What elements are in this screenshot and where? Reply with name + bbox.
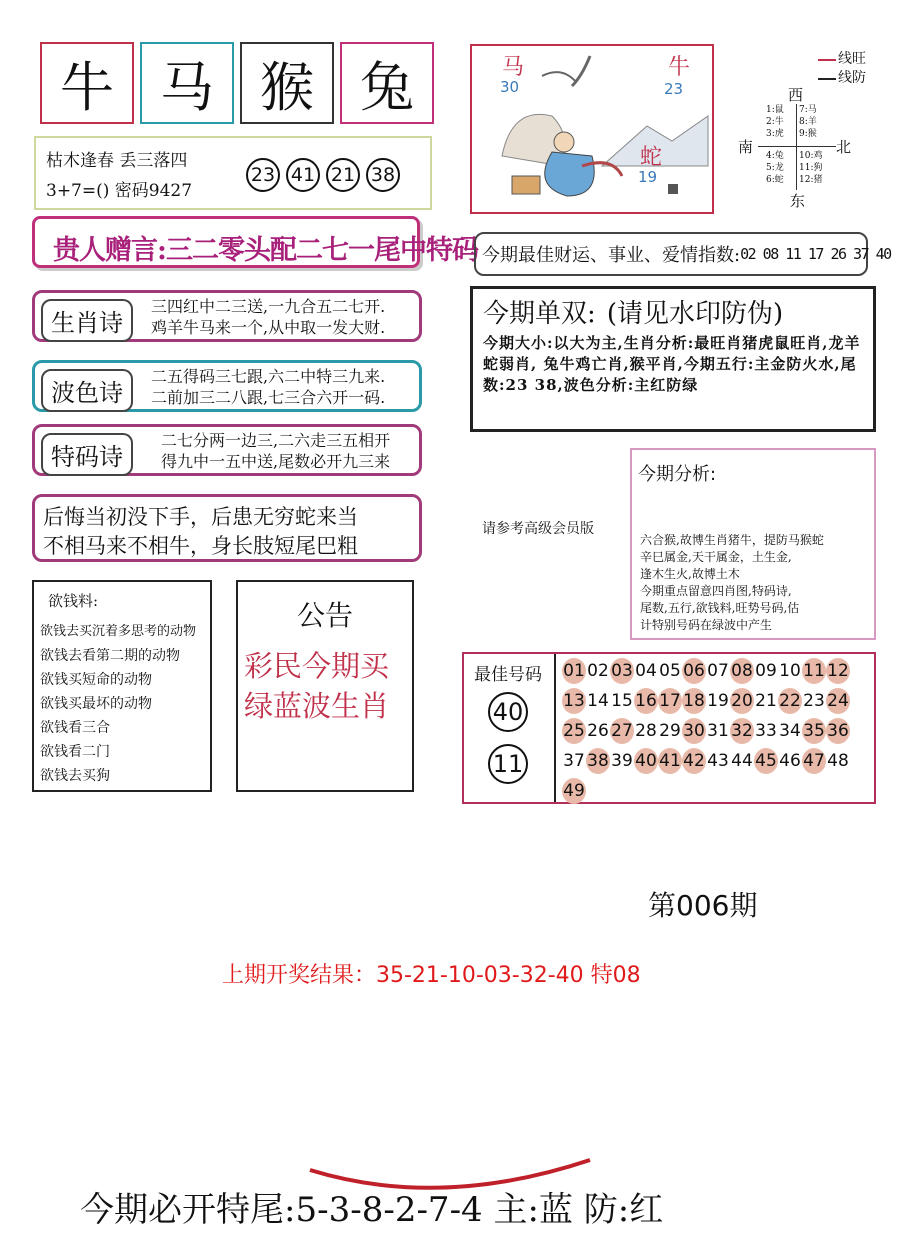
legend-black-label: 线防 [838,70,866,86]
index-text: 今期最佳财运、事业、爱情指数: [482,245,741,266]
grid-number: 23 [803,691,825,711]
legend-red-label: 线旺 [838,51,866,67]
grid-number: 31 [707,721,729,741]
analysis-line: 六合猴,故博生肖猪牛，提防马猴蛇 [640,533,824,547]
notice-title: 公告 [296,599,353,632]
grid-number: 01 [562,658,586,684]
analysis-line: 计特别号码在绿波中产生 [640,618,773,632]
tema-poem-label: 特码诗 [41,433,133,476]
compass [738,84,858,214]
grid-number: 06 [682,658,706,684]
grid-number: 22 [778,688,802,714]
last-result: 上期开奖结果：35-21-10-03-32-40 特08 [222,963,641,988]
compass-item: 1:鼠 [766,105,784,115]
grid-number: 07 [707,661,729,681]
single-double-box [470,286,876,432]
grid-number: 36 [826,718,850,744]
info-line-1: 枯木逢春 丢三落四 [46,151,188,171]
bose-poem-line-1: 二五得码三七跟,六二中特三九来. [151,367,386,386]
grid-number: 32 [730,718,754,744]
yuqian-box [32,580,212,792]
shengxiao-poem-box [32,290,422,342]
best-picks-panel [468,654,556,802]
grid-number: 25 [562,718,586,744]
tema-poem-line-1: 二七分两一边三,二六走三五相开 [161,431,391,450]
notice-line-1: 彩民今期买 [244,649,390,683]
info-number: 23 [246,158,280,192]
bose-poem-line-2: 二前加三二八跟,七三合六开一码. [151,388,386,407]
info-number: 41 [286,158,320,192]
grid-number: 44 [731,751,753,771]
yuqian-item: 欲钱去买沉着多思考的动物 [40,624,197,639]
grid-number: 21 [755,691,777,711]
yuqian-item: 欲钱去买狗 [40,768,110,784]
grid-number: 33 [755,721,777,741]
grid-number: 24 [826,688,850,714]
grid-number: 16 [634,688,658,714]
tema-poem-line-2: 得九中一五中送,尾数必开九三来 [161,452,391,471]
grid-number: 46 [779,751,801,771]
grid-number: 04 [635,661,657,681]
verse-line-1: 后悔当初没下手，后患无穷蛇来当 [43,505,358,529]
yuqian-item: 欲钱去看第二期的动物 [40,648,180,664]
grid-number: 03 [610,658,634,684]
best-pick: 11 [488,744,528,784]
analysis-line: 逢木生火,故博土木 [640,567,740,581]
footer-text: 今期必开特尾:5-3-8-2-7-4 主:蓝 防:红 [80,1190,664,1230]
grid-number: 05 [659,661,681,681]
single-double-subtitle: (请见水印防伪) [606,299,784,329]
grid-number: 41 [658,748,682,774]
grid-number: 27 [610,718,634,744]
grid-number: 14 [587,691,609,711]
picture-box [470,44,714,214]
grid-number: 38 [586,748,610,774]
horse-label: 马 [502,55,525,80]
horse-number: 30 [500,78,520,96]
snake-number: 19 [638,168,658,186]
grid-number: 12 [826,658,850,684]
index-box [474,232,891,276]
compass-item: 8:羊 [799,117,817,127]
grid-number: 29 [659,721,681,741]
compass-item: 7:马 [799,105,817,115]
compass-item: 11:狗 [799,163,823,173]
grid-number: 10 [779,661,801,681]
grid-number: 43 [707,751,729,771]
analysis-line: 辛巳属金,天干属金，土生金, [640,550,792,564]
grid-number: 42 [682,748,706,774]
zodiac-box-2: 马 [140,42,234,124]
line-legend [818,50,866,88]
grid-number: 08 [730,658,754,684]
grid-number: 26 [587,721,609,741]
grid-number: 15 [611,691,633,711]
single-double-body: 今期大小:以大为主,生肖分析:最旺肖猪虎鼠旺肖,龙羊蛇弱肖, 兔牛鸡亡肖,猴平肖,今期五行:主金防火水,尾数:23 38,波色分析:主红防绿 [483,334,861,394]
compass-item: 5:龙 [766,163,784,173]
zodiac-box-1: 牛 [40,42,134,124]
verse-box [32,494,422,562]
verse-line-2: 不相马来不相牛，身长肢短尾巴粗 [43,534,358,558]
banner-box [32,216,478,268]
analysis-box [630,448,876,640]
grid-number: 40 [634,748,658,774]
grid-number: 11 [802,658,826,684]
shengxiao-poem-line-1: 三四红中二三送,一九合五二七开. [151,297,386,316]
issue-label: 第006期 [648,889,758,922]
shengxiao-poem-label: 生肖诗 [41,299,133,342]
grid-number: 02 [587,661,609,681]
compass-east: 东 [790,192,806,210]
bose-poem-label: 波色诗 [41,369,133,412]
info-number: 38 [366,158,400,192]
tema-poem-box [32,424,422,476]
best-numbers-title: 最佳号码 [474,665,542,685]
yuqian-item: 欲钱买短命的动物 [40,672,152,688]
analysis-title: 今期分析: [638,464,717,485]
index-numbers: 02 08 11 17 26 37 40 [740,245,891,263]
compass-item: 3:虎 [766,129,784,139]
banner-text: 贵人赠言:三二零头配二七一尾中特码 [53,235,478,266]
info-line-2: 3+7=() 密码9427 [46,181,193,201]
compass-item: 9:猴 [799,129,817,139]
best-pick: 40 [488,692,528,732]
grid-number: 20 [730,688,754,714]
compass-item: 10:鸡 [799,151,823,161]
info-number: 21 [326,158,360,192]
zodiac-box-3: 猴 [240,42,334,124]
snake-label: 蛇 [640,145,663,170]
analysis-line: 尾数,五行,欲钱料,旺势号码,估 [640,601,800,615]
grid-number: 34 [779,721,801,741]
compass-item: 6:蛇 [766,175,784,185]
compass-item: 2:牛 [766,117,784,127]
grid-number: 49 [562,778,586,804]
yuqian-item: 欲钱看二门 [40,744,110,760]
zodiac-box-4: 兔 [340,42,434,124]
grid-number: 30 [682,718,706,744]
notice-box [236,580,414,792]
notice-line-2: 绿蓝波生肖 [244,689,390,723]
member-note: 请参考高级会员版 [482,521,594,537]
bose-poem-box [32,360,422,412]
single-double-title: 今期单双: [483,299,596,329]
yuqian-title: 欲钱料: [48,592,99,610]
grid-number: 18 [682,688,706,714]
grid-number: 13 [562,688,586,714]
grid-number: 09 [755,661,777,681]
compass-item: 4:兔 [766,151,784,161]
grid-number: 39 [611,751,633,771]
yuqian-item: 欲钱看三合 [40,720,110,736]
compass-item: 12:猪 [799,175,823,185]
compass-west: 西 [788,86,804,104]
grid-number: 37 [563,751,585,771]
grid-number: 47 [802,748,826,774]
ox-label: 牛 [668,55,691,80]
info-numbers [246,158,406,192]
info-box [34,136,432,210]
grid-number: 19 [707,691,729,711]
ox-number: 23 [664,80,684,98]
best-numbers-box [462,652,876,804]
number-grid [562,658,850,804]
grid-number: 28 [635,721,657,741]
analysis-line: 今期重点留意四肖图,特码诗, [640,584,792,598]
grid-number: 35 [802,718,826,744]
compass-north: 北 [836,138,852,156]
shengxiao-poem-line-2: 鸡羊牛马来一个,从中取一发大财. [151,318,386,337]
grid-number: 45 [754,748,778,774]
grid-number: 48 [827,751,849,771]
compass-south: 南 [738,138,754,156]
yuqian-item: 欲钱买最坏的动物 [40,696,152,712]
grid-number: 17 [658,688,682,714]
